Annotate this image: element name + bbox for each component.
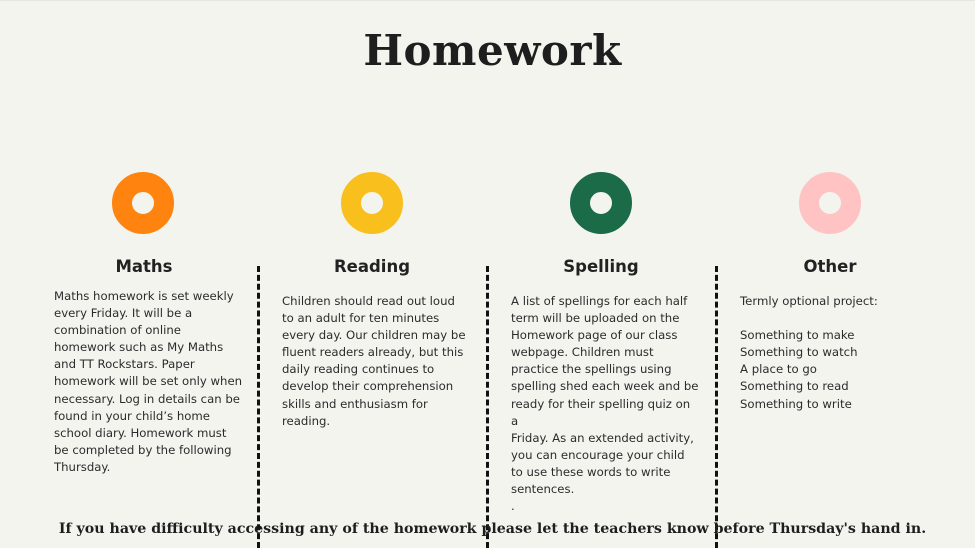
other-heading: Other xyxy=(803,257,857,276)
reading-heading: Reading xyxy=(333,257,411,276)
reading-text: Children should read out loud to an adult for ten minutes every day. Our children may be fluent readers already, but this daily reading continues to develop their comprehension skills and enthusiasm for reading. xyxy=(282,294,466,428)
page-title: Homework xyxy=(363,26,622,75)
spelling-text: A list of spellings for each half term will be uploaded on the Homework page of our class webpage. Children must practice the spellings using spelling shed each week and be ready for their spelling quiz on a Friday. As an extended activity, you can encourage your child to use these words to write sentences. . xyxy=(511,294,699,514)
other-text: Termly optional project: Something to make Something to watch A place to go Something to read Something to write xyxy=(740,294,878,411)
footer-note: If you have difficulty accessing any of the homework please let the teachers know before Thursday's hand in. xyxy=(58,521,927,537)
maths-ring-icon xyxy=(112,172,174,234)
column-divider-2 xyxy=(486,266,489,548)
top-edge-line xyxy=(0,0,975,1)
other-ring-icon xyxy=(799,172,861,234)
reading-ring-icon xyxy=(341,172,403,234)
column-divider-3 xyxy=(715,266,718,548)
maths-heading: Maths xyxy=(115,257,173,276)
spelling-heading: Spelling xyxy=(563,257,639,276)
maths-text: Maths homework is set weekly every Friday. It will be a combination of online homework such as My Maths and TT Rockstars. Paper homework will be set only when necessary. Log in details can be found in your child’s home school diary. Homework must be completed by the following Thursday. xyxy=(54,289,243,474)
column-divider-1 xyxy=(257,266,260,548)
spelling-ring-icon xyxy=(570,172,632,234)
